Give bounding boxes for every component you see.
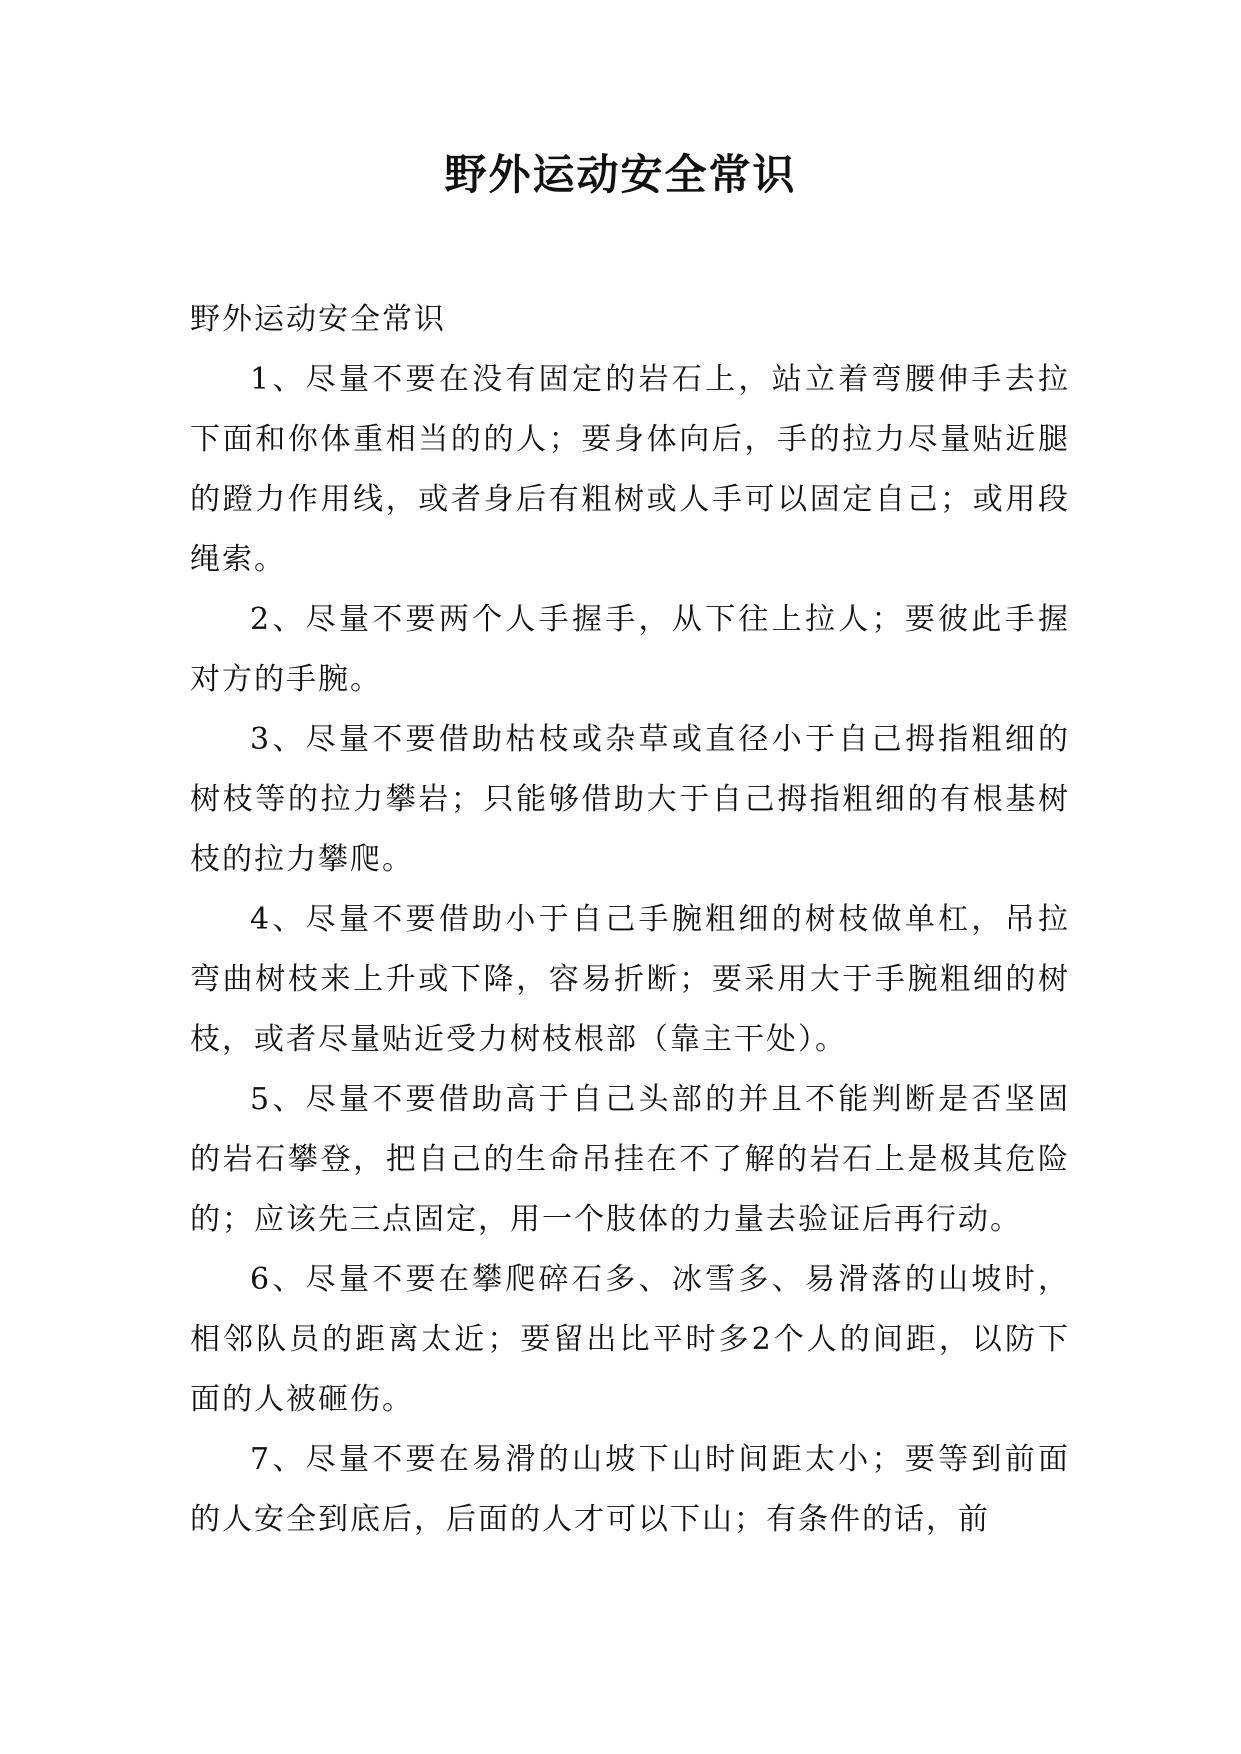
paragraph-6: 6、尽量不要在攀爬碎石多、冰雪多、易滑落的山坡时，相邻队员的距离太近；要留出比平时多2个人的间距，以防下面的人被砸伤。 bbox=[190, 1262, 1070, 1417]
document-body bbox=[190, 290, 1070, 1550]
document-subtitle: 野外运动安全常识 bbox=[190, 302, 446, 337]
paragraph-2: 2、尽量不要两个人手握手，从下往上拉人；要彼此手握对方的手腕。 bbox=[190, 602, 1070, 697]
paragraph-4: 4、尽量不要借助小于自己手腕粗细的树枝做单杠，吊拉弯曲树枝来上升或下降，容易折断；要采用大于手腕粗细的树枝，或者尽量贴近受力树枝根部（靠主干处）。 bbox=[190, 902, 1070, 1057]
paragraph-1: 1、尽量不要在没有固定的岩石上，站立着弯腰伸手去拉下面和你体重相当的的人；要身体向后，手的拉力尽量贴近腿的蹬力作用线，或者身后有粗树或人手可以固定自己；或用段绳索。 bbox=[190, 362, 1070, 577]
paragraph-5: 5、尽量不要借助高于自己头部的并且不能判断是否坚固的岩石攀登，把自己的生命吊挂在不了解的岩石上是极其危险的；应该先三点固定，用一个肢体的力量去验证后再行动。 bbox=[190, 1082, 1070, 1237]
paragraph-3: 3、尽量不要借助枯枝或杂草或直径小于自己拇指粗细的树枝等的拉力攀岩；只能够借助大于自己拇指粗细的有根基树枝的拉力攀爬。 bbox=[190, 722, 1070, 877]
paragraph-7: 7、尽量不要在易滑的山坡下山时间距太小；要等到前面的人安全到底后，后面的人才可以下山；有条件的话，前 bbox=[190, 1442, 1070, 1537]
document-title: 野外运动安全常识 bbox=[444, 150, 797, 199]
